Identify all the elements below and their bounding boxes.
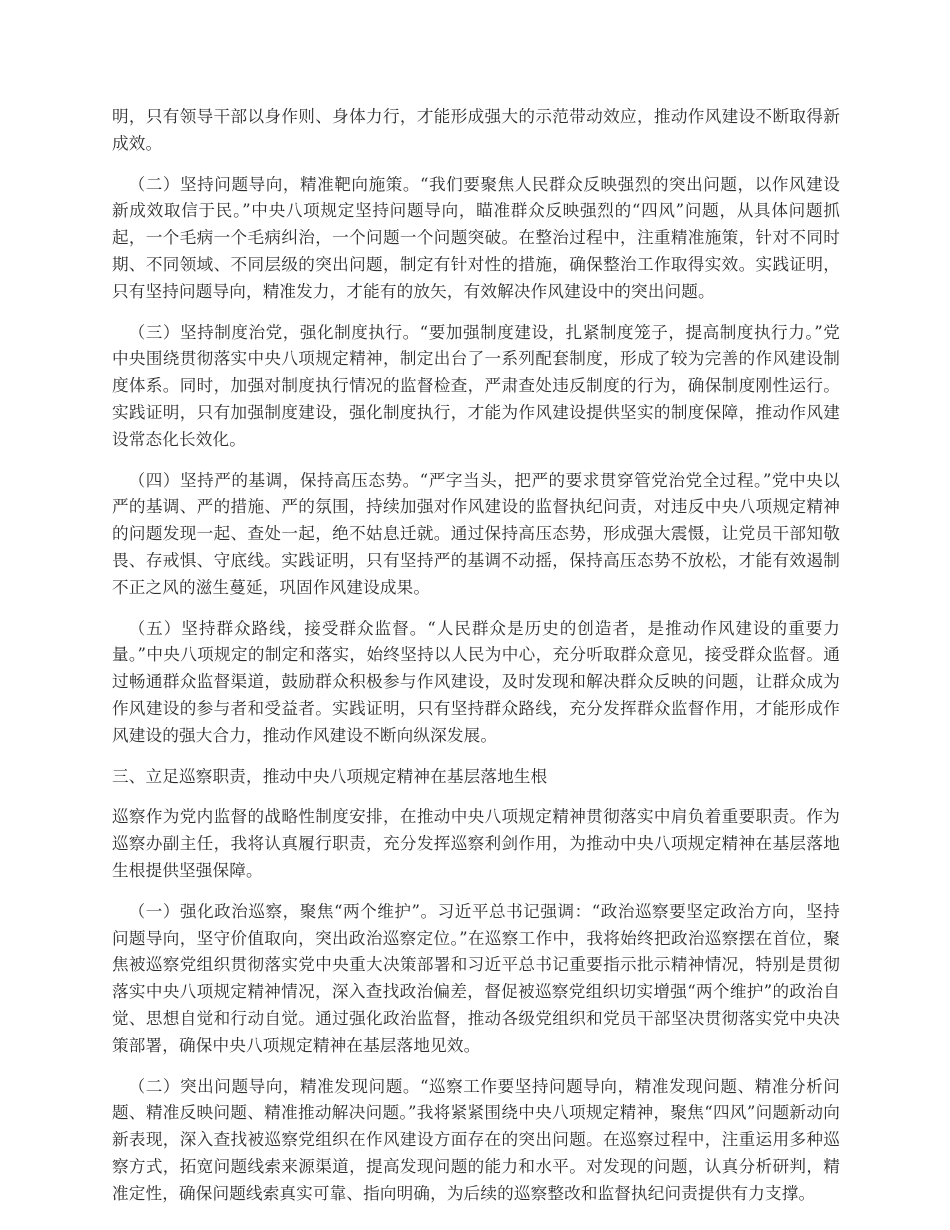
document-text-column: [112, 104, 840, 1207]
paragraph-institutional-governance: （三）坚持制度治党，强化制度执行。“要加强制度建设，扎紧制度笼子，提高制度执行力。”党中央围绕贯彻落实中央八项规定精神，制定出台了一系列配套制度，形成了较为完善的作风建设制度体系。同时，加强对制度执行情况的监督检查，严肃查处违反制度的行为，确保制度刚性运行。实践证明，只有加强制度建设，强化制度执行，才能为作风建设提供坚实的制度保障，推动作风建设常态化长效化。: [112, 322, 840, 449]
paragraph-section-three-intro: 巡察作为党内监督的战略性制度安排，在推动中央八项规定精神贯彻落实中肩负着重要职责。作为巡察办副主任，我将认真履行职责，充分发挥巡察利剑作用，为推动中央八项规定精神在基层落地生根提供坚强保障。: [112, 807, 840, 880]
paragraph-problem-discovery: （二）突出问题导向，精准发现问题。“巡察工作要坚持问题导向，精准发现问题、精准分析问题、精准反映问题、精准推动解决问题。”我将紧紧围绕中央八项规定精神，聚焦“四风”问题新动向新表现，深入查找被巡察党组织在作风建设方面存在的突出问题。在巡察过程中，注重运用多种巡察方式，拓宽问题线索来源渠道，提高发现问题的能力和水平。对发现的问题，认真分析研判，精准定性，确保问题线索真实可靠、指向明确，为后续的巡察整改和监督执纪问责提供有力支撑。: [112, 1076, 840, 1203]
paragraph-mass-line: （五）坚持群众路线，接受群众监督。“人民群众是历史的创造者，是推动作风建设的重要力量。”中央八项规定的制定和落实，始终坚持以人民为中心，充分听取群众意见，接受群众监督。通过畅通群众监督渠道，鼓励群众积极参与作风建设，及时发现和解决群众反映的问题，让群众成为作风建设的参与者和受益者。实践证明，只有坚持群众路线，充分发挥群众监督作用，才能形成作风建设的强大合力，推动作风建设不断向纵深发展。: [112, 618, 840, 745]
section-heading-three: 三、立足巡察职责，推动中央八项规定精神在基层落地生根: [112, 766, 548, 786]
paragraph-problem-orientation: （二）坚持问题导向，精准靶向施策。“我们要聚焦人民群众反映强烈的突出问题，以作风建设新成效取信于民。”中央八项规定坚持问题导向，瞄准群众反映强烈的“四风”问题，从具体问题抓起，一个毛病一个毛病纠治，一个问题一个问题突破。在整治过程中，注重精准施策，针对不同时期、不同领域、不同层级的突出问题，制定有针对性的措施，确保整治工作取得实效。实践证明，只有坚持问题导向，精准发力，才能有的放矢，有效解决作风建设中的突出问题。: [112, 174, 840, 301]
paragraph-strict-tone: （四）坚持严的基调，保持高压态势。“严字当头，把严的要求贯穿管党治党全过程。”党中央以严的基调、严的措施、严的氛围，持续加强对作风建设的监督执纪问责，对违反中央八项规定精神的问题发现一起、查处一起，绝不姑息迁就。通过保持高压态势，形成强大震慑，让党员干部知敬畏、存戒惧、守底线。实践证明，只有坚持严的基调不动摇，保持高压态势不放松，才能有效遏制不正之风的滋生蔓延，巩固作风建设成果。: [112, 470, 840, 597]
paragraph-continued-top: 明，只有领导干部以身作则、身体力行，才能形成强大的示范带动效应，推动作风建设不断取得新成效。: [112, 107, 840, 153]
paragraph-political-inspection: （一）强化政治巡察，聚焦“两个维护”。习近平总书记强调：“政治巡察要坚定政治方向，坚持问题导向，坚守价值取向，突出政治巡察定位。”在巡察工作中，我将始终把政治巡察摆在首位，聚焦被巡察党组织贯彻落实党中央重大决策部署和习近平总书记重要指示批示精神情况，特别是贯彻落实中央八项规定精神情况，深入查找政治偏差，督促被巡察党组织切实增强“两个维护”的政治自觉、思想自觉和行动自觉。通过强化政治监督，推动各级党组织和党员干部坚决贯彻落实党中央决策部署，确保中央八项规定精神在基层落地见效。: [112, 901, 840, 1055]
